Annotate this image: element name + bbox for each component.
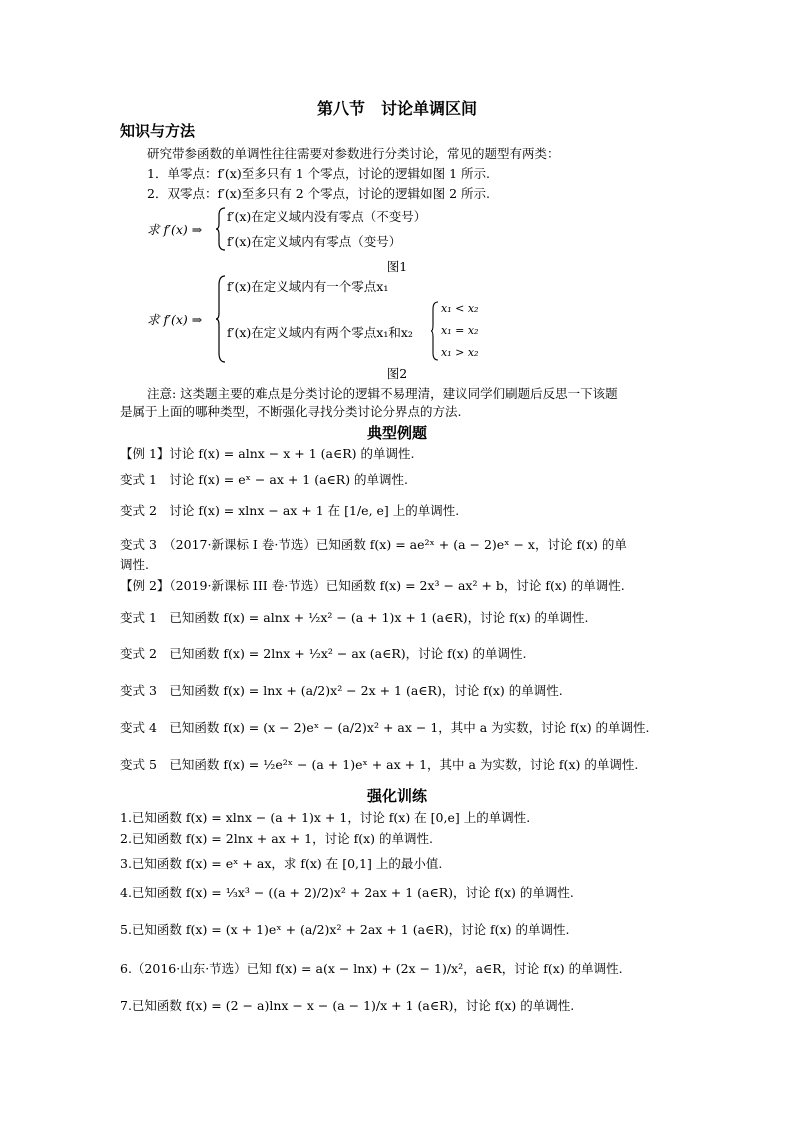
- section-heading-training: 强化训练: [366, 787, 427, 805]
- example-2-variant-3: 变式 3 已知函数 f(x) = lnx + (a/2)x² − 2x + 1 (a∈R)，讨论 f(x) 的单调性.: [120, 683, 563, 698]
- intro-text: 研究带参函数的单调性往往需要对参数进行分类讨论，常见的题型有两类：: [147, 146, 560, 161]
- point-single-zero: 1．单零点：f′(x)至多只有 1 个零点，讨论的逻辑如图 1 所示.: [147, 166, 490, 181]
- note-line-2: 是属于上面的哪种类型，不断强化寻找分类讨论分界点的方法.: [120, 404, 462, 419]
- training-item-3: 3.已知函数 f(x) = eˣ + ax，求 f(x) 在 [0,1] 上的最小值.: [120, 856, 443, 871]
- training-item-2: 2.已知函数 f(x) = 2lnx + ax + 1，讨论 f(x) 的单调性.: [120, 831, 433, 846]
- fig1-lead: 求 f′(x) ⇒: [147, 222, 203, 237]
- fig2-sub-less: x₁ < x₂: [441, 302, 479, 315]
- fig1-caption: 图1: [386, 259, 408, 274]
- example-2-variant-5: 变式 5 已知函数 f(x) = ½e²ˣ − (a + 1)eˣ + ax + 1，其中 a 为实数，讨论 f(x) 的单调性.: [120, 757, 639, 772]
- training-item-4: 4.已知函数 f(x) = ⅓x³ − ((a + 2)/2)x² + 2ax + 1 (a∈R)，讨论 f(x) 的单调性.: [120, 885, 574, 900]
- fig2-case-two-zeros: f′(x)在定义域内有两个零点x₁和x₂: [227, 325, 413, 340]
- fig2-sub-equal: x₁ = x₂: [441, 324, 479, 337]
- training-item-6: 6.（2016·山东·节选）已知 f(x) = a(x − lnx) + (2x − 1)/x²，a∈R，讨论 f(x) 的单调性.: [120, 961, 623, 976]
- fig2-brace-icon: [215, 275, 227, 363]
- page-title: 第八节 讨论单调区间: [316, 99, 477, 118]
- fig2-case-one-zero: f′(x)在定义域内有一个零点x₁: [227, 279, 389, 294]
- fig2-caption: 图2: [386, 366, 408, 381]
- note-line-1: 注意: 这类题主要的难点是分类讨论的逻辑不易理清，建议同学们刷题后反思一下该题: [147, 386, 618, 401]
- fig1-case-no-zero: f′(x)在定义域内没有零点（不变号）: [227, 209, 427, 224]
- fig2-sub-brace-icon: [430, 301, 440, 361]
- example-2-variant-1: 变式 1 已知函数 f(x) = alnx + ½x² − (a + 1)x + 1 (a∈R)，讨论 f(x) 的单调性.: [120, 610, 589, 625]
- fig1-brace-icon: [215, 207, 227, 251]
- example-2-variant-2: 变式 2 已知函数 f(x) = 2lnx + ½x² − ax (a∈R)，讨论 f(x) 的单调性.: [120, 646, 527, 661]
- point-double-zero: 2．双零点：f′(x)至多只有 2 个零点，讨论的逻辑如图 2 所示.: [147, 186, 490, 201]
- fig2-lead: 求 f′(x) ⇒: [147, 312, 203, 327]
- example-1-variant-2: 变式 2 讨论 f(x) = xlnx − ax + 1 在 [1/e, e] 上的单调性.: [120, 503, 460, 518]
- fig2-sub-greater: x₁ > x₂: [441, 346, 479, 359]
- example-1-variant-1: 变式 1 讨论 f(x) = eˣ − ax + 1 (a∈R) 的单调性.: [120, 472, 409, 487]
- training-item-7: 7.已知函数 f(x) = (2 − a)lnx − x − (a − 1)/x + 1 (a∈R)，讨论 f(x) 的单调性.: [120, 998, 575, 1013]
- section-heading-knowledge: 知识与方法: [120, 122, 196, 140]
- fig1-case-has-zero: f′(x)在定义域内有零点（变号）: [227, 234, 402, 249]
- example-1-variant-3: 变式 3 （2017·新课标 I 卷·节选）已知函数 f(x) = ae²ˣ + (a − 2)eˣ − x，讨论 f(x) 的单: [120, 537, 627, 552]
- example-1-variant-3-cont: 调性.: [120, 557, 149, 572]
- example-1: 【例 1】讨论 f(x) = alnx − x + 1 (a∈R) 的单调性.: [120, 446, 415, 461]
- example-2: 【例 2】（2019·新课标 III 卷·节选）已知函数 f(x) = 2x³ − ax² + b，讨论 f(x) 的单调性.: [120, 578, 625, 593]
- training-item-1: 1.已知函数 f(x) = xlnx − (a + 1)x + 1，讨论 f(x) 在 [0,e] 上的单调性.: [120, 810, 531, 825]
- training-item-5: 5.已知函数 f(x) = (x + 1)eˣ + (a/2)x² + 2ax + 1 (a∈R)，讨论 f(x) 的单调性.: [120, 922, 570, 937]
- section-heading-examples: 典型例题: [366, 424, 427, 442]
- example-2-variant-4: 变式 4 已知函数 f(x) = (x − 2)eˣ − (a/2)x² + ax − 1，其中 a 为实数，讨论 f(x) 的单调性.: [120, 720, 650, 735]
